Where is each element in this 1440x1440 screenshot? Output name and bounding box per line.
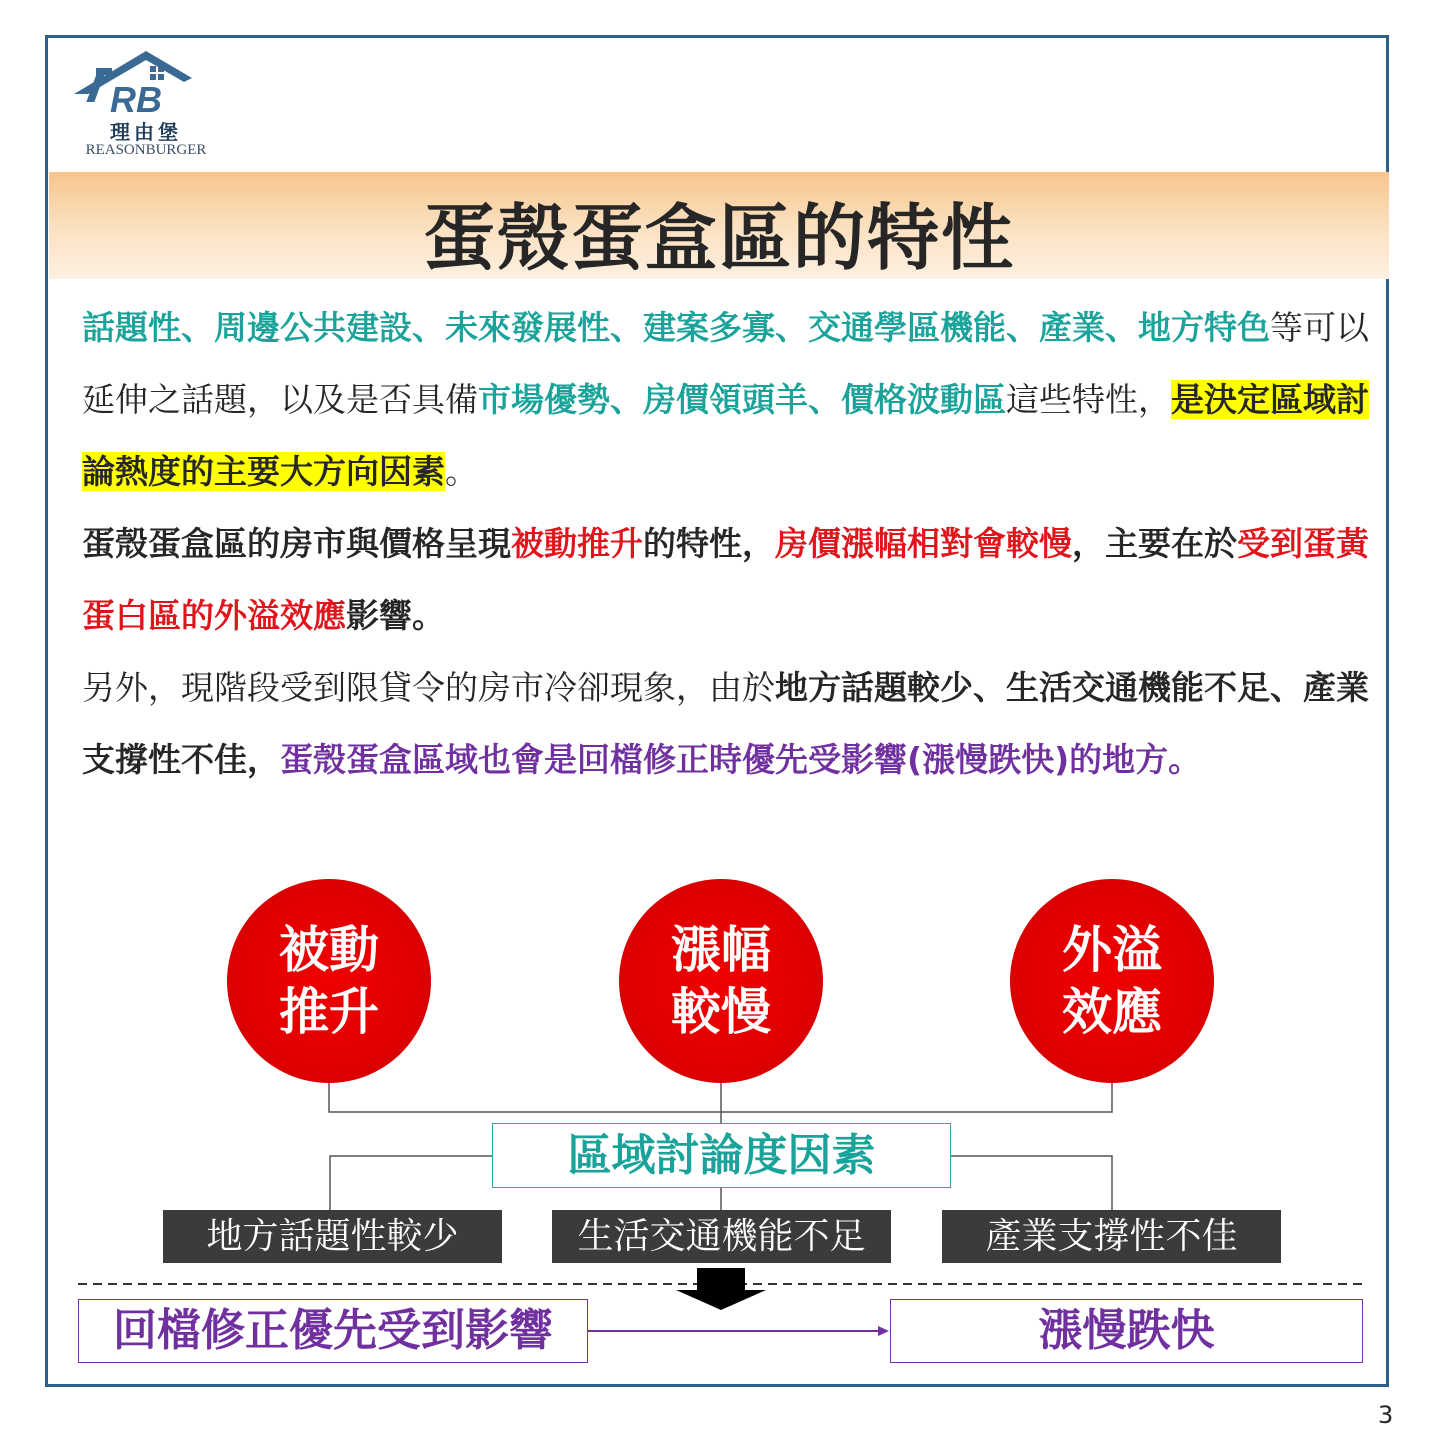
svg-text:RB: RB xyxy=(110,79,162,114)
circle-label: 被動 xyxy=(279,921,379,979)
highlighted-statement: 是決定區域討論熱度的主要大方向因素 xyxy=(82,380,1369,491)
logo-name-en: REASONBURGER xyxy=(85,142,207,158)
factor-box: 產業支撐性不佳 xyxy=(942,1210,1281,1263)
right-arrow-icon xyxy=(588,1326,889,1336)
circle-passive-rise xyxy=(227,879,431,1083)
circle-spillover xyxy=(1010,879,1214,1083)
circle-label: 效應 xyxy=(1062,983,1162,1041)
page-title: 蛋殼蛋盒區的特性 xyxy=(422,196,1015,280)
text-span: 蛋殼蛋盒區的房市與價格呈現 xyxy=(82,524,511,563)
red-emphasis: 被動推升 xyxy=(511,524,643,563)
topic-list: 話題性、周邊公共建設、未來發展性、建案多寡、交通學區機能、產業、地方特色 xyxy=(82,308,1270,347)
down-arrow-icon xyxy=(676,1268,766,1310)
text-span: 另外，現階段受到限貸令的房市冷卻現象，由於 xyxy=(82,668,775,707)
circle-label: 較慢 xyxy=(671,983,771,1041)
result-box-right: 漲慢跌快 xyxy=(890,1299,1363,1363)
result-box-left: 回檔修正優先受到影響 xyxy=(78,1299,588,1363)
center-factor-box: 區域討論度因素 xyxy=(492,1123,951,1188)
factor-box: 生活交通機能不足 xyxy=(552,1210,891,1263)
circle-label: 外溢 xyxy=(1062,921,1162,979)
red-emphasis: 受到蛋黃蛋白區的外溢效應 xyxy=(82,524,1369,635)
text-span: 等可以延伸之話題，以及是否具備 xyxy=(82,308,1369,419)
circle-label: 推升 xyxy=(279,983,379,1041)
bold-emphasis: 地方話題較少、生活交通機能不足、產業支撐性不佳， xyxy=(82,668,1369,779)
text-span: 這些特性， xyxy=(1006,380,1171,419)
text-span: 影響。 xyxy=(346,596,445,635)
page-number: 3 xyxy=(1378,1401,1394,1429)
text-span: 。 xyxy=(445,452,478,491)
purple-emphasis: 蛋殼蛋盒區域也會是回檔修正時優先受影響(漲慢跌快)的地方。 xyxy=(280,740,1202,779)
circle-slow-growth xyxy=(619,879,823,1083)
text-span: ，主要在於 xyxy=(1072,524,1237,563)
text-span: 的特性， xyxy=(643,524,775,563)
circle-label: 漲幅 xyxy=(671,921,771,979)
factor-box: 地方話題性較少 xyxy=(163,1210,502,1263)
market-traits: 市場優勢、房價領頭羊、價格波動區 xyxy=(478,380,1006,419)
red-emphasis: 房價漲幅相對會較慢 xyxy=(775,524,1072,563)
logo-name-cn: 理由堡 xyxy=(110,120,182,144)
